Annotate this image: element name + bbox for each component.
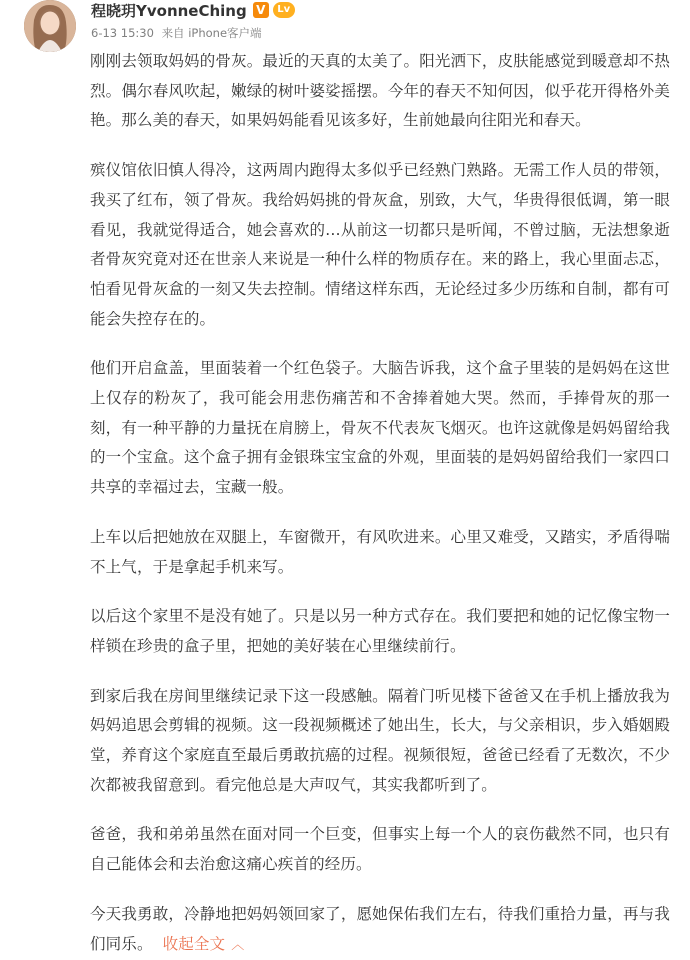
verified-badge-icon[interactable]: V bbox=[253, 2, 269, 18]
paragraph: 到家后我在房间里继续记录下这一段感触。隔着门听见楼下爸爸又在手机上播放我为妈妈追思会剪辑的视频。这一段视频概述了她出生，长大，与父亲相识，步入婚姻殿堂，养育这个家庭直至最后勇敢抗癌的过程。视频很短，爸爸已经看了无数次，不少次都被我留意到。看完他总是大声叹气，其实我都听到了。 bbox=[90, 686, 670, 794]
post-content bbox=[90, 47, 670, 960]
chevron-up-icon[interactable]: ︿ bbox=[231, 937, 245, 953]
avatar[interactable] bbox=[24, 0, 76, 52]
paragraph: 殡仪馆依旧慎人得冷，这两周内跑得太多似乎已经熟门熟路。无需工作人员的带领，我买了红布，领了骨灰。我给妈妈挑的骨灰盒，别致，大气，华贵得很低调，第一眼看见，我就觉得适合，她会喜欢的…从前这一切都只是听闻，不曾过脑，无法想象逝者骨灰究竟对还在世亲人来说是一种什么样的物质存在。来的路上，我心里面忐忑，怕看见骨灰盒的一刻又失去控制。情绪这样东西，无论经过多少历练和自制，都有可能会失控存在的。 bbox=[90, 161, 670, 328]
paragraph: 爸爸，我和弟弟虽然在面对同一个巨变，但事实上每一个人的哀伤截然不同，也只有自己能体会和去治愈这痛心疾首的经历。 bbox=[90, 825, 670, 874]
paragraph: 以后这个家里不是没有她了。只是以另一种方式存在。我们要把和她的记忆像宝物一样锁在珍贵的盒子里，把她的美好装在心里继续前行。 bbox=[90, 607, 670, 655]
post-source: 来自 iPhone客户端 bbox=[161, 26, 262, 40]
post-meta bbox=[91, 25, 266, 41]
paragraph: 他们开启盒盖，里面装着一个红色袋子。大脑告诉我，这个盒子里装的是妈妈在这世上仅存的粉灰了，我可能会用悲伤痛苦和不舍捧着她大哭。然而，手捧骨灰的那一刻，有一种平静的力量抚在肩膀上，骨灰不代表灰飞烟灭。也许这就像是妈妈留给我的一个宝盒。这个盒子拥有金银珠宝宝盒的外观，里面装的是妈妈留给我们一家四口共享的幸福过去，宝藏一般。 bbox=[90, 359, 670, 497]
collapse-button[interactable] bbox=[163, 935, 245, 953]
post-time[interactable]: 6-13 15:30 bbox=[91, 26, 154, 40]
paragraph: 刚刚去领取妈妈的骨灰。最近的天真的太美了。阳光洒下，皮肤能感觉到暖意却不热烈。偶尔春风吹起，嫩绿的树叶婆娑摇摆。今年的春天不知何因，似乎花开得格外美艳。那么美的春天，如果妈妈能看见该多好，生前她最向往阳光和春天。 bbox=[90, 52, 670, 130]
member-level-badge-icon[interactable]: Lv bbox=[273, 2, 295, 18]
collapse-label[interactable]: 收起全文 bbox=[162, 934, 226, 953]
paragraph: 上车以后把她放在双腿上，车窗微开，有风吹进来。心里又难受，又踏实，矛盾得喘不上气，于是拿起手机来写。 bbox=[90, 527, 670, 576]
author-name[interactable]: 程晓玥YvonneChing bbox=[91, 1, 247, 20]
paragraph-text: 今天我勇敢，冷静地把妈妈领回家了，愿她保佑我们左右，待我们重拾力量，再与我们同乐。 bbox=[90, 904, 670, 953]
author-row bbox=[91, 0, 295, 20]
